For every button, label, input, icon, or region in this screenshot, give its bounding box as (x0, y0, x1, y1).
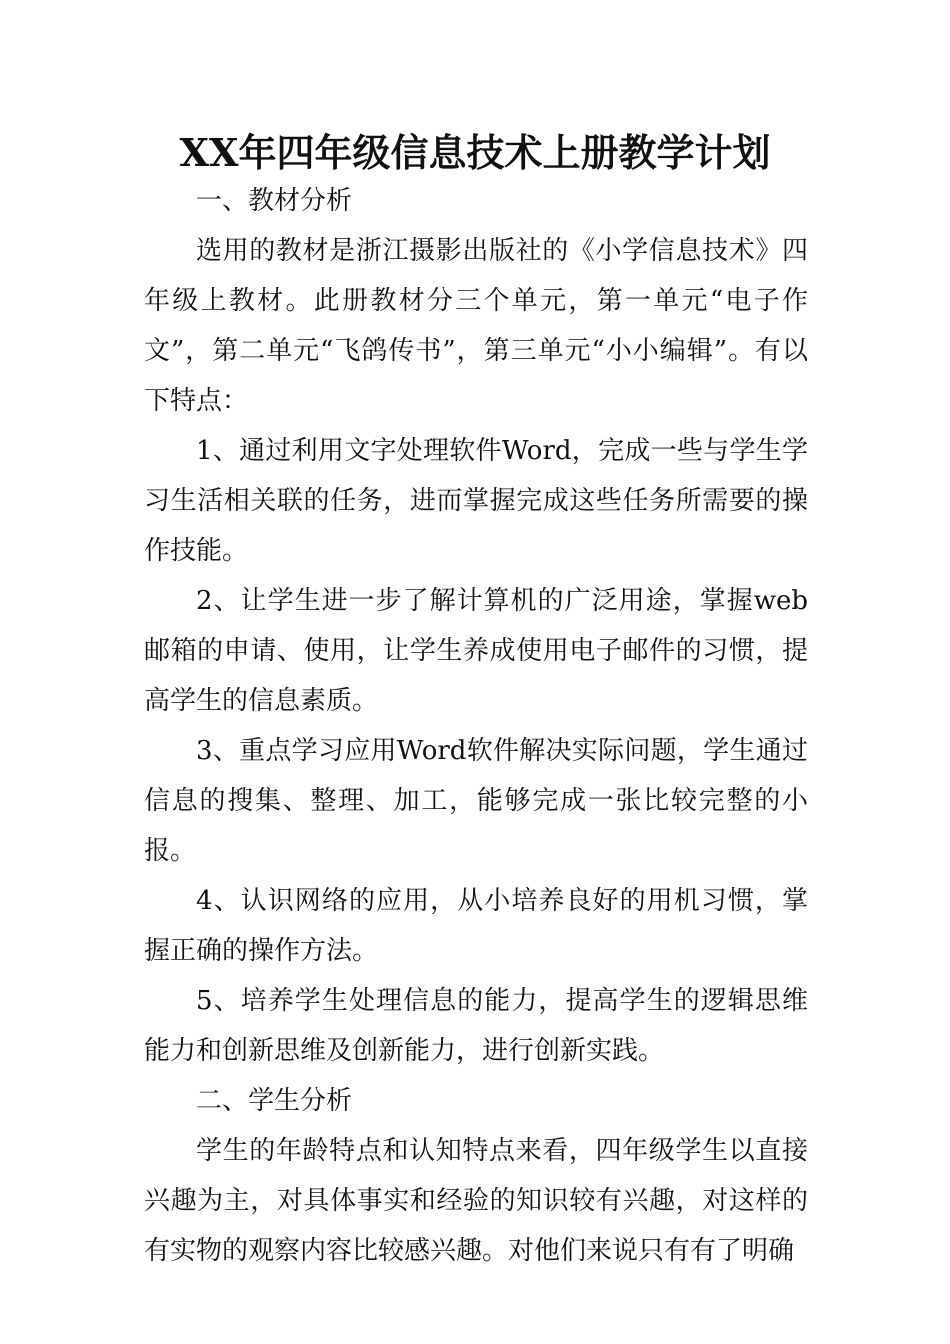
paragraph-textbook-intro: 选用的教材是浙江摄影出版社的《小学信息技术》四年级上教材。此册教材分三个单元，第一单元“电子作文”，第二单元“飞鸽传书”，第三单元“小小编辑”。有以下特点： (144, 236, 808, 416)
paragraph-feature-2: 2、让学生进一步了解计算机的广泛用途，掌握web邮箱的申请、使用，让学生养成使用电子邮件的习惯，提高学生的信息素质。 (144, 586, 808, 716)
paragraph-feature-4: 4、认识网络的应用，从小培养良好的用机习惯，掌握正确的操作方法。 (144, 886, 808, 966)
document-body (144, 176, 808, 1276)
paragraph-feature-3: 3、重点学习应用Word软件解决实际问题，学生通过信息的搜集、整理、加工，能够完成一张比较完整的小报。 (144, 736, 808, 866)
document-title: XX年四年级信息技术上册教学计划 (179, 130, 771, 175)
section-heading-student-analysis: 二、学生分析 (196, 1086, 353, 1116)
section-heading-textbook-analysis: 一、教材分析 (196, 186, 353, 216)
paragraph-student-analysis: 学生的年龄特点和认知特点来看，四年级学生以直接兴趣为主，对具体事实和经验的知识较有兴趣，对这样的有实物的观察内容比较感兴趣。对他们来说只有有了明确 (144, 1136, 808, 1266)
paragraph-feature-1: 1、通过利用文字处理软件Word，完成一些与学生学习生活相关联的任务，进而掌握完成这些任务所需要的操作技能。 (144, 436, 808, 566)
paragraph-feature-5: 5、培养学生处理信息的能力，提高学生的逻辑思维能力和创新思维及创新能力，进行创新实践。 (144, 986, 808, 1066)
